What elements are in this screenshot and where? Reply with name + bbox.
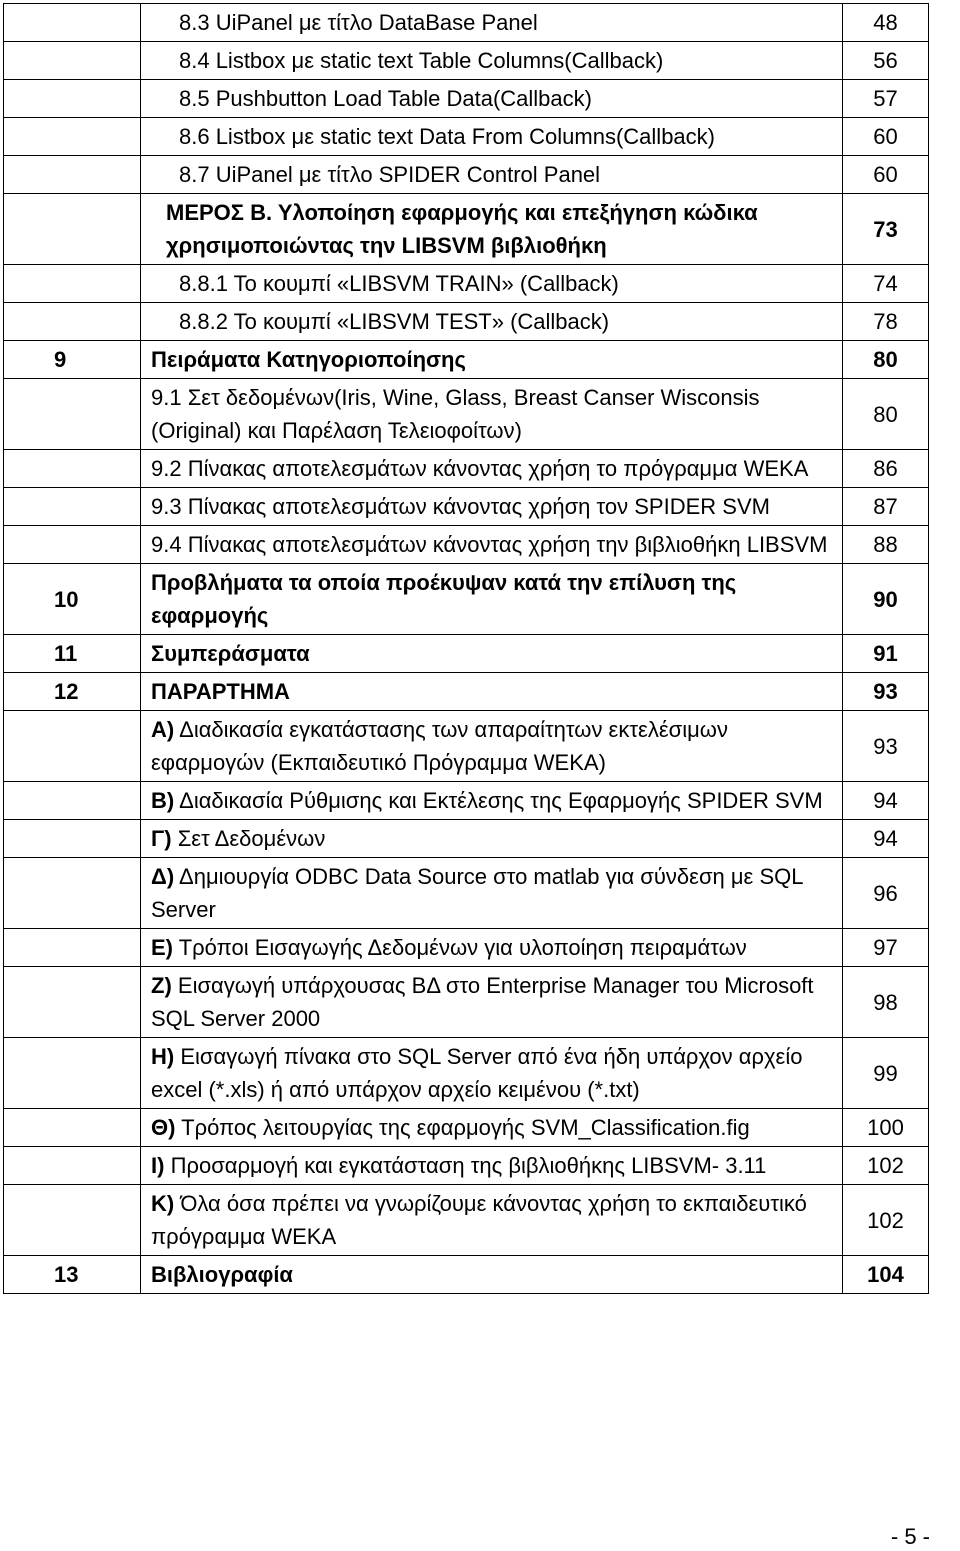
toc-entry-title — [141, 1038, 843, 1109]
toc-entry-title — [141, 118, 843, 156]
toc-page-number: 98 — [843, 967, 929, 1038]
toc-entry-text: Προβλήματα τα οποία προέκυψαν κατά την επίλυση της εφαρμογής — [151, 570, 737, 628]
toc-page-number: 73 — [843, 194, 929, 265]
toc-entry-title — [141, 194, 843, 265]
toc-page-number: 97 — [843, 929, 929, 967]
toc-row — [4, 118, 929, 156]
toc-row — [4, 967, 929, 1038]
toc-entry-text: Όλα όσα πρέπει να γνωρίζουμε κάνοντας χρήση το εκπαιδευτικό πρόγραμμα WEKA — [151, 1191, 807, 1249]
toc-entry-text: Δημιουργία ODBC Data Source στο matlab για σύνδεση με SQL Server — [151, 864, 803, 922]
toc-row — [4, 1109, 929, 1147]
toc-row — [4, 303, 929, 341]
toc-table — [3, 3, 929, 1294]
toc-page-number: 91 — [843, 635, 929, 673]
toc-chapter-number — [4, 80, 141, 118]
toc-appendix-letter: Β) — [151, 788, 175, 813]
toc-row — [4, 194, 929, 265]
toc-entry-text: Εισαγωγή πίνακα στο SQL Server από ένα ήδη υπάρχον αρχείο excel (*.xls) ή από υπάρχον αρχείο κειμένου (*.txt) — [151, 1044, 803, 1102]
toc-page-number: 87 — [843, 488, 929, 526]
toc-row — [4, 858, 929, 929]
toc-entry-title — [141, 1109, 843, 1147]
toc-entry-title — [141, 1256, 843, 1294]
toc-page-number: 94 — [843, 782, 929, 820]
toc-entry-text: 9.3 Πίνακας αποτελεσμάτων κάνοντας χρήση τον SPIDER SVM — [151, 494, 770, 519]
toc-entry-title — [141, 341, 843, 379]
toc-page-number: 100 — [843, 1109, 929, 1147]
toc-page-number: 48 — [843, 4, 929, 42]
toc-chapter-number — [4, 265, 141, 303]
toc-chapter-number — [4, 194, 141, 265]
toc-page-number: 102 — [843, 1185, 929, 1256]
toc-row — [4, 526, 929, 564]
toc-appendix-letter: Θ) — [151, 1115, 176, 1140]
toc-appendix-letter: Ε) — [151, 935, 173, 960]
toc-page-number: 104 — [843, 1256, 929, 1294]
toc-body — [4, 4, 929, 1294]
toc-chapter-number — [4, 4, 141, 42]
toc-page-number: 102 — [843, 1147, 929, 1185]
toc-entry-text: 8.8.1 Το κουμπί «LIBSVM TRAIN» (Callback) — [179, 271, 619, 296]
toc-entry-text: ΜΕΡΟΣ Β. Υλοποίηση εφαρμογής και επεξήγηση κώδικα χρησιμοποιώντας την LIBSVM βιβλιοθήκη — [166, 200, 758, 258]
toc-entry-title — [141, 711, 843, 782]
toc-page-number: 93 — [843, 711, 929, 782]
toc-entry-title — [141, 42, 843, 80]
toc-entry-title — [141, 450, 843, 488]
toc-entry-text: Εισαγωγή υπάρχουσας ΒΔ στο Enterprise Manager του Microsoft SQL Server 2000 — [151, 973, 814, 1031]
toc-entry-title — [141, 80, 843, 118]
toc-chapter-number — [4, 782, 141, 820]
toc-appendix-letter: Δ) — [151, 864, 175, 889]
toc-chapter-number — [4, 820, 141, 858]
toc-entry-text: Τρόποι Εισαγωγής Δεδομένων για υλοποίηση πειραμάτων — [178, 935, 747, 960]
toc-chapter-number — [4, 1185, 141, 1256]
toc-appendix-letter: Ι) — [151, 1153, 165, 1178]
toc-page-number: 78 — [843, 303, 929, 341]
toc-chapter-number — [4, 1038, 141, 1109]
toc-chapter-number — [4, 526, 141, 564]
toc-entry-title — [141, 635, 843, 673]
toc-entry-text: 9.1 Σετ δεδομένων(Iris, Wine, Glass, Breast Canser Wisconsis (Original) και Παρέλαση Τελειοφοίτων) — [151, 385, 760, 443]
toc-chapter-number: 13 — [4, 1256, 141, 1294]
toc-entry-title — [141, 564, 843, 635]
toc-entry-text: Συμπεράσματα — [151, 641, 310, 666]
toc-entry-text: Βιβλιογραφία — [151, 1262, 293, 1287]
toc-entry-title — [141, 858, 843, 929]
toc-row — [4, 1256, 929, 1294]
toc-entry-text: 9.2 Πίνακας αποτελεσμάτων κάνοντας χρήση το πρόγραμμα WEKA — [151, 456, 809, 481]
toc-chapter-number — [4, 156, 141, 194]
toc-appendix-letter: Γ) — [151, 826, 172, 851]
toc-entry-title — [141, 379, 843, 450]
toc-page-number: 88 — [843, 526, 929, 564]
toc-row — [4, 42, 929, 80]
toc-chapter-number — [4, 929, 141, 967]
toc-row — [4, 379, 929, 450]
toc-entry-title — [141, 673, 843, 711]
toc-row — [4, 673, 929, 711]
toc-chapter-number: 11 — [4, 635, 141, 673]
toc-appendix-letter: Η) — [151, 1044, 175, 1069]
toc-entry-text: Πειράματα Κατηγοριοποίησης — [151, 347, 466, 372]
toc-row — [4, 265, 929, 303]
toc-entry-text: Διαδικασία εγκατάστασης των απαραίτητων εκτελέσιμων εφαρμογών (Εκπαιδευτικό Πρόγραμμα WEKA) — [151, 717, 728, 775]
toc-row — [4, 929, 929, 967]
toc-chapter-number — [4, 118, 141, 156]
toc-chapter-number — [4, 303, 141, 341]
toc-row — [4, 1185, 929, 1256]
toc-entry-text: Προσαρμογή και εγκατάσταση της βιβλιοθήκης LIBSVM- 3.11 — [170, 1153, 767, 1178]
toc-entry-text: 8.3 UiPanel με τίτλο DataBase Panel — [179, 10, 538, 35]
toc-entry-title — [141, 1147, 843, 1185]
toc-page-number: 57 — [843, 80, 929, 118]
toc-chapter-number — [4, 42, 141, 80]
page-number: - 5 - — [890, 1524, 930, 1549]
toc-entry-title — [141, 156, 843, 194]
toc-row — [4, 156, 929, 194]
toc-chapter-number — [4, 967, 141, 1038]
toc-row — [4, 80, 929, 118]
toc-chapter-number — [4, 379, 141, 450]
toc-page-number: 94 — [843, 820, 929, 858]
toc-entry-text: ΠΑΡΑΡΤΗΜΑ — [151, 679, 290, 704]
toc-page-number: 99 — [843, 1038, 929, 1109]
toc-page-number: 90 — [843, 564, 929, 635]
toc-row — [4, 820, 929, 858]
toc-row — [4, 1147, 929, 1185]
toc-page-number: 74 — [843, 265, 929, 303]
toc-chapter-number — [4, 1109, 141, 1147]
toc-row — [4, 341, 929, 379]
toc-entry-title — [141, 967, 843, 1038]
toc-page-number: 93 — [843, 673, 929, 711]
toc-appendix-letter: Α) — [151, 717, 175, 742]
toc-row — [4, 711, 929, 782]
toc-page-number: 60 — [843, 118, 929, 156]
toc-entry-text: 8.5 Pushbutton Load Table Data(Callback) — [179, 86, 592, 111]
toc-page-number: 56 — [843, 42, 929, 80]
toc-entry-title — [141, 265, 843, 303]
toc-entry-title — [141, 488, 843, 526]
toc-row — [4, 4, 929, 42]
toc-row — [4, 635, 929, 673]
toc-page-number: 80 — [843, 379, 929, 450]
toc-entry-text: 8.4 Listbox με static text Table Columns(Callback) — [179, 48, 664, 73]
toc-entry-title — [141, 4, 843, 42]
toc-page-number: 60 — [843, 156, 929, 194]
toc-entry-text: 8.7 UiPanel με τίτλο SPIDER Control Panel — [179, 162, 601, 187]
toc-entry-text: 8.6 Listbox με static text Data From Columns(Callback) — [179, 124, 715, 149]
toc-entry-title — [141, 782, 843, 820]
toc-entry-text: 8.8.2 Το κουμπί «LIBSVM TEST» (Callback) — [179, 309, 610, 334]
toc-row — [4, 782, 929, 820]
toc-chapter-number: 10 — [4, 564, 141, 635]
toc-page-number: 96 — [843, 858, 929, 929]
toc-chapter-number — [4, 711, 141, 782]
toc-row — [4, 488, 929, 526]
toc-entry-title — [141, 1185, 843, 1256]
toc-entry-title — [141, 526, 843, 564]
toc-row — [4, 1038, 929, 1109]
toc-chapter-number: 9 — [4, 341, 141, 379]
toc-row — [4, 450, 929, 488]
toc-row — [4, 564, 929, 635]
toc-entry-title — [141, 820, 843, 858]
toc-page-number: 80 — [843, 341, 929, 379]
toc-entry-text: Σετ Δεδομένων — [177, 826, 326, 851]
toc-chapter-number — [4, 450, 141, 488]
toc-page-number: 86 — [843, 450, 929, 488]
toc-appendix-letter: Ζ) — [151, 973, 172, 998]
toc-chapter-number — [4, 488, 141, 526]
toc-entry-text: Διαδικασία Ρύθμισης και Εκτέλεσης της Εφαρμογής SPIDER SVM — [179, 788, 823, 813]
toc-chapter-number — [4, 858, 141, 929]
toc-appendix-letter: Κ) — [151, 1191, 175, 1216]
toc-entry-title — [141, 303, 843, 341]
toc-entry-title — [141, 929, 843, 967]
toc-entry-text: 9.4 Πίνακας αποτελεσμάτων κάνοντας χρήση την βιβλιοθήκη LIBSVM — [151, 532, 828, 557]
toc-chapter-number: 12 — [4, 673, 141, 711]
toc-entry-text: Τρόπος λειτουργίας της εφαρμογής SVM_Classification.fig — [181, 1115, 750, 1140]
toc-chapter-number — [4, 1147, 141, 1185]
